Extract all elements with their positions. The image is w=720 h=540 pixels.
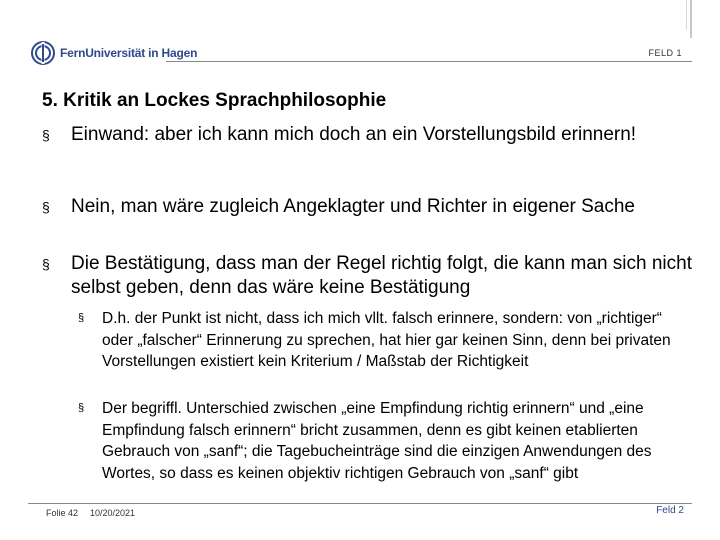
- bullet-marker: §: [42, 256, 50, 272]
- bullet-2-text: Nein, man wäre zugleich Angeklagter und Richter in eigener Sache: [71, 196, 635, 217]
- footer-feld-label: Feld 2: [656, 505, 684, 516]
- header-feld-label: FELD 1: [648, 48, 682, 58]
- sub-bullet-1: [78, 308, 688, 373]
- corner-decoration-inner: [686, 0, 687, 30]
- footer-divider: [28, 503, 692, 504]
- bullet-2: [42, 195, 702, 219]
- sub-bullet-1-text: D.h. der Punkt ist nicht, dass ich mich vllt. falsch erinnere, sondern: von „richtiger“ oder „falscher“ Erinnerung zu sprechen, hat hier gar keinen Sinn, denn bei privaten Vorstellungen existiert kein Kriterium / Maßstab der Richtigkeit: [102, 310, 671, 370]
- bullet-marker: §: [42, 199, 50, 215]
- university-logo: [30, 40, 197, 66]
- bullet-3: [42, 252, 702, 300]
- sub-bullet-2: [78, 398, 688, 484]
- bullet-1-text: Einwand: aber ich kann mich doch an ein Vorstellungsbild erinnern!: [71, 124, 637, 145]
- bullet-1: [42, 123, 702, 147]
- header-divider: [166, 61, 692, 62]
- sub-bullet-2-text: Der begriffl. Unterschied zwischen „eine Empfindung richtig erinnern“ und „eine Empfindung falsch erinnern“ bricht zusammen, denn es gibt keinen etablierten Gebrauch von „sanf“; die Tagebucheinträge sind die einzigen Anwendungen des Wortes, so dass es keinen objektiv richtigen Gebrauch von „sanf“ gibt: [102, 400, 652, 482]
- bullet-marker: §: [42, 127, 50, 143]
- fernuni-logo-icon: [30, 40, 56, 66]
- sub-bullet-marker: §: [78, 312, 85, 324]
- sub-bullet-marker: §: [78, 402, 85, 414]
- footer-slide-number: Folie 42: [46, 508, 79, 518]
- slide-title: 5. Kritik an Lockes Sprachphilosophie: [42, 90, 387, 111]
- footer-date: 10/20/2021: [90, 508, 136, 518]
- logo-text: FernUniversität in Hagen: [60, 46, 198, 60]
- corner-decoration: [690, 0, 692, 38]
- bullet-3-text: Die Bestätigung, dass man der Regel richtig folgt, die kann man sich nicht selbst geben, denn das wäre keine Bestätigung: [71, 253, 692, 298]
